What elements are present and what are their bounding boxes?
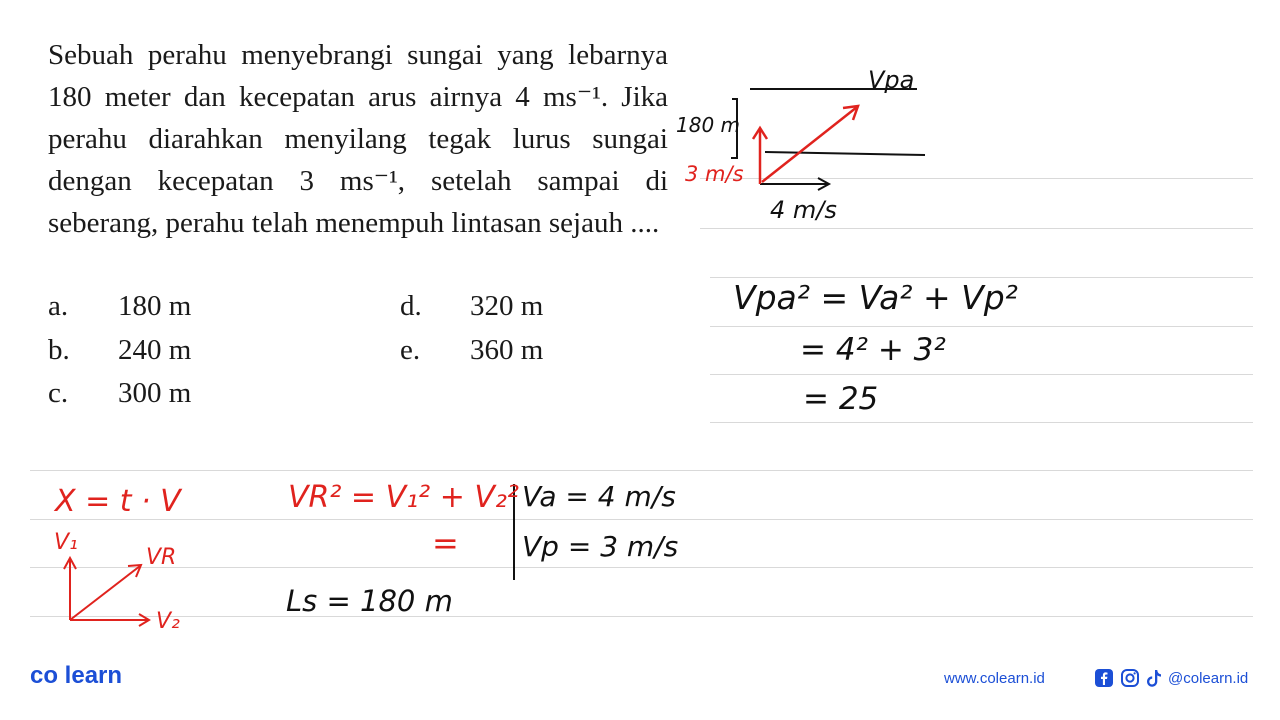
social-handle[interactable]: @colearn.id <box>1168 670 1249 687</box>
option-label: e. <box>400 334 421 366</box>
instagram-icon[interactable] <box>1120 668 1140 688</box>
label-vpa: Vpa <box>868 66 915 94</box>
option-label: a. <box>48 290 69 322</box>
option-label: d. <box>400 290 422 322</box>
label-river-width: 180 m <box>676 113 741 137</box>
facebook-icon[interactable] <box>1094 668 1114 688</box>
label-vr: VR <box>146 545 177 570</box>
option-value: 320 m <box>470 290 544 322</box>
option-label: c. <box>48 377 69 409</box>
eq-line-1: Vpa² = Va² + Vp² <box>733 278 1018 317</box>
option-value: 180 m <box>118 290 192 322</box>
eq-line-3: = 25 <box>803 381 879 417</box>
tiktok-icon[interactable] <box>1144 668 1164 688</box>
given-ls: Ls = 180 m <box>286 584 453 618</box>
river-bank-bottom <box>765 152 925 155</box>
label-v2: V₂ <box>156 609 180 634</box>
option-label: b. <box>48 334 70 366</box>
website-link[interactable]: www.colearn.id <box>944 670 1045 687</box>
formula-x: X = t · V <box>55 484 181 519</box>
resultant-arrow <box>762 107 857 182</box>
label-v1: V₁ <box>54 530 78 555</box>
label-current-speed: 4 m/s <box>770 196 837 224</box>
given-va: Va = 4 m/s <box>522 480 676 513</box>
given-vp: Vp = 3 m/s <box>522 530 679 563</box>
option-value: 300 m <box>118 377 192 409</box>
option-value: 360 m <box>470 334 544 366</box>
option-value: 240 m <box>118 334 192 366</box>
label-boat-speed: 3 m/s <box>685 162 744 186</box>
colearn-logo[interactable]: co learn <box>30 662 123 689</box>
formula-equals: = <box>432 524 459 562</box>
formula-vr: VR² = V₁² + V₂² <box>288 480 519 515</box>
eq-line-2: = 4² + 3² <box>800 332 946 368</box>
question-text: Sebuah perahu menyebrangi sungai yang lebarnya 180 meter dan kecepatan arus airnya 4 ms⁻¹. Jika perahu diarahkan menyilang tegak lurus sungai dengan kecepatan 3 ms⁻¹, setelah sampai di seberang, perahu telah menempuh lintasan sejauh .... <box>48 39 668 239</box>
vr-arrow <box>70 566 140 620</box>
